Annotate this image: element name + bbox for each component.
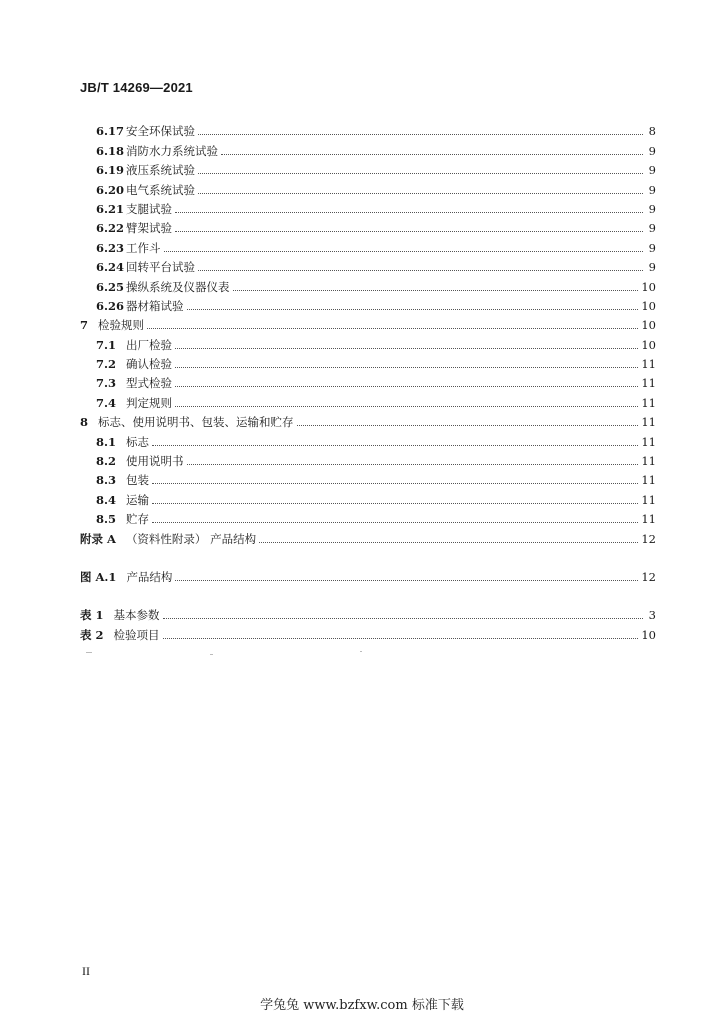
toc-entry-page: 11 [641,434,656,449]
toc-entry-page: 10 [641,298,656,313]
toc-entry-page: 10 [641,318,656,333]
toc-entry-number: 6.18 [96,143,125,158]
dot-leader [163,638,639,639]
toc-entry-title: 贮存 [126,512,149,527]
toc-entry-title: 判定规则 [126,395,172,410]
toc-entry-title: 回转平台试验 [126,260,195,275]
dot-leader [152,445,638,446]
toc-entry-page: 9 [648,143,656,158]
toc-entry [80,294,656,313]
toc-entry-number: 7.3 [96,376,117,391]
dot-leader [152,503,638,504]
standard-code-header: JB/T 14269—2021 [80,80,193,95]
scan-artifact [86,652,92,653]
toc-entry [80,313,656,332]
watermark-text: 学兔兔 www.bzfxw.com 标准下载 [260,998,464,1013]
dot-leader [152,522,638,523]
toc-entry-number: 8 [80,415,89,430]
toc-entry [80,352,656,371]
toc-entry-title: 支腿试验 [126,201,172,216]
toc-entry-title: 消防水力系统试验 [126,143,218,158]
toc-entry [80,216,656,235]
toc-entry [80,622,656,641]
page-number: II [82,964,90,978]
toc-entry [80,526,656,545]
toc-entry [80,410,656,429]
toc-entry [80,274,656,293]
dot-leader [152,483,638,484]
toc-entry-page: 9 [648,163,656,178]
toc-entry-title: 确认检验 [126,357,172,372]
dot-leader [221,154,643,155]
toc-entry-number: 表 2 [80,627,104,642]
toc-entry-page: 9 [648,201,656,216]
dot-leader [175,348,638,349]
dot-leader [187,309,639,310]
toc-entry-number: 7.2 [96,357,117,372]
dot-leader [297,425,639,426]
dot-leader [175,386,638,387]
toc-entry-title: 检验规则 [98,318,145,333]
dot-leader [233,290,639,291]
toc-entry-number: 8.5 [96,512,117,527]
toc-entry-number: 8.2 [96,454,117,469]
toc-entry-number: 附录 A [80,531,116,546]
toc-entry-number: 7 [80,318,89,333]
scan-artifact [360,651,362,652]
toc-entry-number: 8.4 [96,492,117,507]
toc-entry-title: 器材箱试验 [126,298,184,313]
toc-entry-number: 6.17 [96,124,125,139]
toc-entry [80,603,656,622]
toc-entry-page: 3 [648,608,656,623]
dot-leader [259,542,638,543]
toc-entry [80,565,656,584]
toc-entry [80,119,656,138]
toc-entry-title: （资料性附录） 产品结构 [125,531,257,546]
toc-entry [80,507,656,526]
toc-entry [80,449,656,468]
scan-artifact [210,654,213,655]
dot-leader [175,212,643,213]
toc-entry-page: 10 [641,337,656,352]
dot-leader [175,406,638,407]
toc-entry-title: 产品结构 [126,569,173,584]
toc-entry-title: 型式检验 [126,376,172,391]
toc-entry-page: 9 [648,182,656,197]
toc-entry [80,468,656,487]
toc-entry-number: 6.26 [96,298,125,313]
toc-entry [80,255,656,274]
toc-entry-number: 6.24 [96,260,125,275]
toc-entry-page: 11 [641,415,656,430]
toc-entry [80,158,656,177]
toc-entry-page: 12 [641,569,656,584]
dot-leader [163,618,643,619]
toc-entry-title: 安全环保试验 [126,124,195,139]
toc-entry-title: 基本参数 [113,608,160,623]
toc-section-list [80,119,656,546]
dot-leader [198,173,643,174]
dot-leader [198,193,643,194]
table-of-contents [80,119,656,642]
dot-leader [164,251,644,252]
toc-entry-page: 8 [648,124,656,139]
dot-leader [175,367,638,368]
toc-entry-page: 9 [648,260,656,275]
dot-leader [198,134,643,135]
toc-entry-title: 运输 [126,492,149,507]
toc-entry [80,138,656,157]
toc-entry-number: 7.4 [96,395,117,410]
toc-entry-number: 8.3 [96,473,117,488]
toc-spacer [80,584,656,603]
toc-entry-title: 液压系统试验 [126,163,195,178]
toc-entry-page: 9 [648,221,656,236]
toc-spacer [80,546,656,565]
toc-entry [80,390,656,409]
toc-entry-page: 10 [641,627,656,642]
toc-entry-number: 7.1 [96,337,117,352]
toc-entry-number: 6.21 [96,201,125,216]
toc-entry-title: 标志、使用说明书、包装、运输和贮存 [98,415,294,430]
dot-leader [198,270,643,271]
toc-entry-page: 11 [641,512,656,527]
toc-entry-title: 标志 [126,434,149,449]
toc-figure-list [80,565,656,584]
toc-table-list [80,603,656,642]
toc-entry-title: 出厂检验 [126,337,172,352]
toc-entry-page: 10 [641,279,656,294]
toc-entry [80,487,656,506]
toc-entry-number: 表 1 [80,608,104,623]
toc-entry [80,429,656,448]
toc-entry-page: 11 [641,454,656,469]
toc-entry-page: 9 [648,240,656,255]
dot-leader [187,464,639,465]
dot-leader [147,328,638,329]
toc-entry-page: 11 [641,376,656,391]
dot-leader [175,231,643,232]
toc-entry-number: 6.25 [96,279,125,294]
toc-entry-title: 检验项目 [113,627,160,642]
toc-entry [80,371,656,390]
toc-entry-page: 11 [641,357,656,372]
toc-entry-number: 6.22 [96,221,125,236]
toc-entry-number: 6.20 [96,182,125,197]
toc-entry-title: 电气系统试验 [126,182,195,197]
toc-entry-number: 图 A.1 [80,569,117,584]
toc-entry-title: 使用说明书 [126,454,184,469]
toc-entry [80,177,656,196]
toc-entry-number: 6.23 [96,240,125,255]
toc-entry-title: 臂架试验 [126,221,172,236]
toc-entry-number: 6.19 [96,163,125,178]
toc-entry-page: 12 [641,531,656,546]
dot-leader [175,580,638,581]
toc-entry-title: 操纵系统及仪器仪表 [126,279,230,294]
toc-entry-page: 11 [641,395,656,410]
toc-entry [80,197,656,216]
toc-entry-page: 11 [641,492,656,507]
toc-entry-page: 11 [641,473,656,488]
toc-entry [80,332,656,351]
toc-entry-number: 8.1 [96,434,117,449]
toc-entry [80,235,656,254]
toc-entry-title: 包装 [126,473,149,488]
toc-entry-title: 工作斗 [126,240,161,255]
